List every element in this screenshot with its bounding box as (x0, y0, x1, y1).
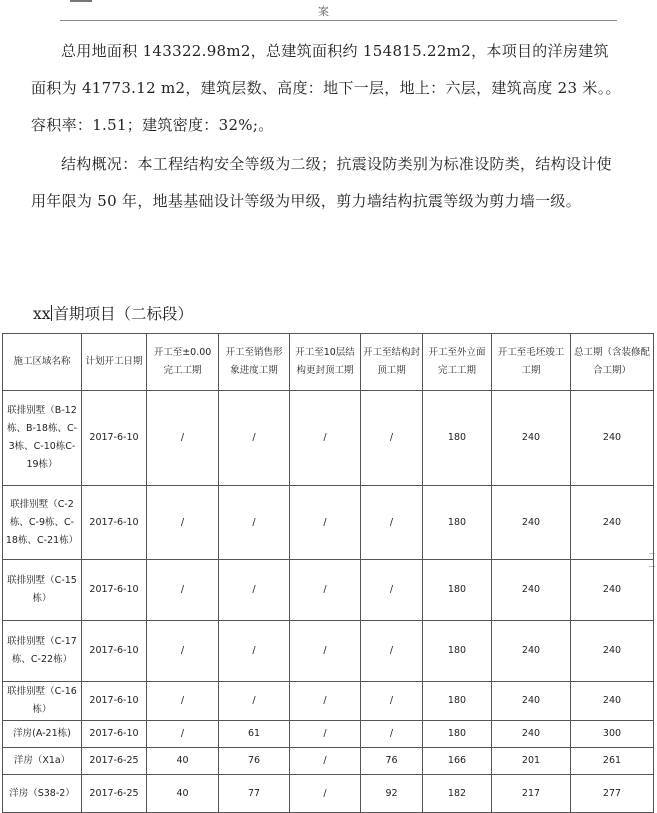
table-cell: 2017-6-10 (82, 391, 147, 486)
table-cell: 2017-6-10 (82, 560, 147, 621)
table-cell: / (290, 391, 361, 486)
table-row (3, 486, 654, 560)
table-header-row (3, 334, 654, 391)
table-cell: / (290, 721, 361, 748)
table-cell: / (290, 748, 361, 775)
schedule-table (2, 333, 654, 813)
table-cell: 201 (492, 748, 571, 775)
table-cell: / (290, 486, 361, 560)
table-cell: 300 (571, 721, 654, 748)
table-cell: 217 (492, 775, 571, 813)
table-cell: / (290, 775, 361, 813)
column-header: 开工至毛坯竣工工期 (492, 334, 571, 391)
table-row (3, 748, 654, 775)
column-header: 总工期（含装修配合工期） (571, 334, 654, 391)
section-prefix: xx (33, 305, 51, 323)
table-cell: 92 (361, 775, 423, 813)
column-header: 开工至销售形象进度工期 (219, 334, 290, 391)
paragraph-site-area (31, 33, 621, 144)
table-cell: / (361, 621, 423, 682)
table-cell: / (361, 560, 423, 621)
section-title-text: 首期项目（二标段） (53, 305, 193, 323)
column-header: 开工至±0.00完工工期 (147, 334, 219, 391)
column-header: 施工区域名称 (3, 334, 82, 391)
table-cell: 联排别墅（C-16栋） (3, 682, 82, 721)
table-cell: / (219, 560, 290, 621)
table-cell: 联排别墅（B-12栋、B-18栋、C-3栋、C-10栋C-19栋） (3, 391, 82, 486)
table-cell: / (147, 621, 219, 682)
table-row (3, 682, 654, 721)
table-cell: / (219, 391, 290, 486)
table-cell: / (219, 621, 290, 682)
table-cell: 77 (219, 775, 290, 813)
table-cell: 240 (571, 682, 654, 721)
header-char: 案 (318, 5, 329, 18)
table-cell: / (219, 486, 290, 560)
table-cell: 2017-6-25 (82, 748, 147, 775)
table-cell: / (219, 682, 290, 721)
table-cell: 洋房（S38-2） (3, 775, 82, 813)
table-cell: 240 (571, 621, 654, 682)
table-cell: 76 (361, 748, 423, 775)
table-cell: 180 (423, 621, 492, 682)
table-cell: 2017-6-10 (82, 621, 147, 682)
table-row (3, 721, 654, 748)
table-cell: 洋房（X1a） (3, 748, 82, 775)
table-cell: 240 (492, 560, 571, 621)
table-cell: / (147, 682, 219, 721)
table-cell: 40 (147, 775, 219, 813)
table-cell: / (361, 391, 423, 486)
section-title (33, 302, 193, 324)
table-cell: / (290, 560, 361, 621)
table-cell: 240 (571, 560, 654, 621)
table-cell: 240 (571, 391, 654, 486)
table-cell: / (147, 721, 219, 748)
paragraph-text: 结构概况：本工程结构安全等级为二级；抗震设防类别为标准设防类，结构设计使用年限为 50 年，地基基础设计等级为甲级，剪力墙结构抗震等级为剪力墙一级。 (31, 155, 612, 210)
table-row (3, 621, 654, 682)
table-cell: 180 (423, 391, 492, 486)
table-cell: 182 (423, 775, 492, 813)
table-cell: 洋房(A-21栋) (3, 721, 82, 748)
column-header: 开工至结构封顶工期 (361, 334, 423, 391)
table-cell: 240 (492, 486, 571, 560)
column-header: 开工至10层结构更封顶工期 (290, 334, 361, 391)
table-cell: 76 (219, 748, 290, 775)
table-cell: 180 (423, 560, 492, 621)
table-cell: 2017-6-10 (82, 486, 147, 560)
table-cell: 联排别墅（C-15栋） (3, 560, 82, 621)
column-header: 计划开工日期 (82, 334, 147, 391)
table-cell: 180 (423, 486, 492, 560)
table-cell: 180 (423, 721, 492, 748)
column-header: 开工至外立面完工工期 (423, 334, 492, 391)
table-cell: 240 (492, 391, 571, 486)
table-row (3, 560, 654, 621)
table-cell: / (147, 486, 219, 560)
table-cell: / (147, 391, 219, 486)
table-cell: 240 (571, 486, 654, 560)
table-cell: 261 (571, 748, 654, 775)
table-cell: / (147, 560, 219, 621)
table-cell: 277 (571, 775, 654, 813)
table-cell: 240 (492, 621, 571, 682)
table-cell: / (290, 621, 361, 682)
table-cell: / (361, 682, 423, 721)
header-mark (70, 0, 92, 2)
table-cell: 2017-6-25 (82, 775, 147, 813)
table-cell: 40 (147, 748, 219, 775)
table-cell: 2017-6-10 (82, 721, 147, 748)
table-cell: / (290, 682, 361, 721)
table-cell: 180 (423, 682, 492, 721)
paragraph-text: 总用地面积 143322.98m2，总建筑面积约 154815.22m2，本项目的洋房建筑面积为 41773.12 m2，建筑层数、高度：地下一层，地上：六层，建筑高度 23 米。。容积率：1.51；建筑密度：32%;。 (31, 42, 621, 134)
table-cell: 联排别墅（C-17栋、C-22栋） (3, 621, 82, 682)
table-row (3, 775, 654, 813)
paragraph-structure (31, 146, 621, 220)
table-cell: 166 (423, 748, 492, 775)
table-cell: 2017-6-10 (82, 682, 147, 721)
table-cell: 联排别墅（C-2栋、C-9栋、C-18栋、C-21栋） (3, 486, 82, 560)
table-row (3, 391, 654, 486)
table-cell: 240 (492, 682, 571, 721)
table-cell: 240 (492, 721, 571, 748)
table-cell: 61 (219, 721, 290, 748)
table-cell: / (361, 486, 423, 560)
header-rule (60, 20, 617, 21)
table-cell: / (361, 721, 423, 748)
